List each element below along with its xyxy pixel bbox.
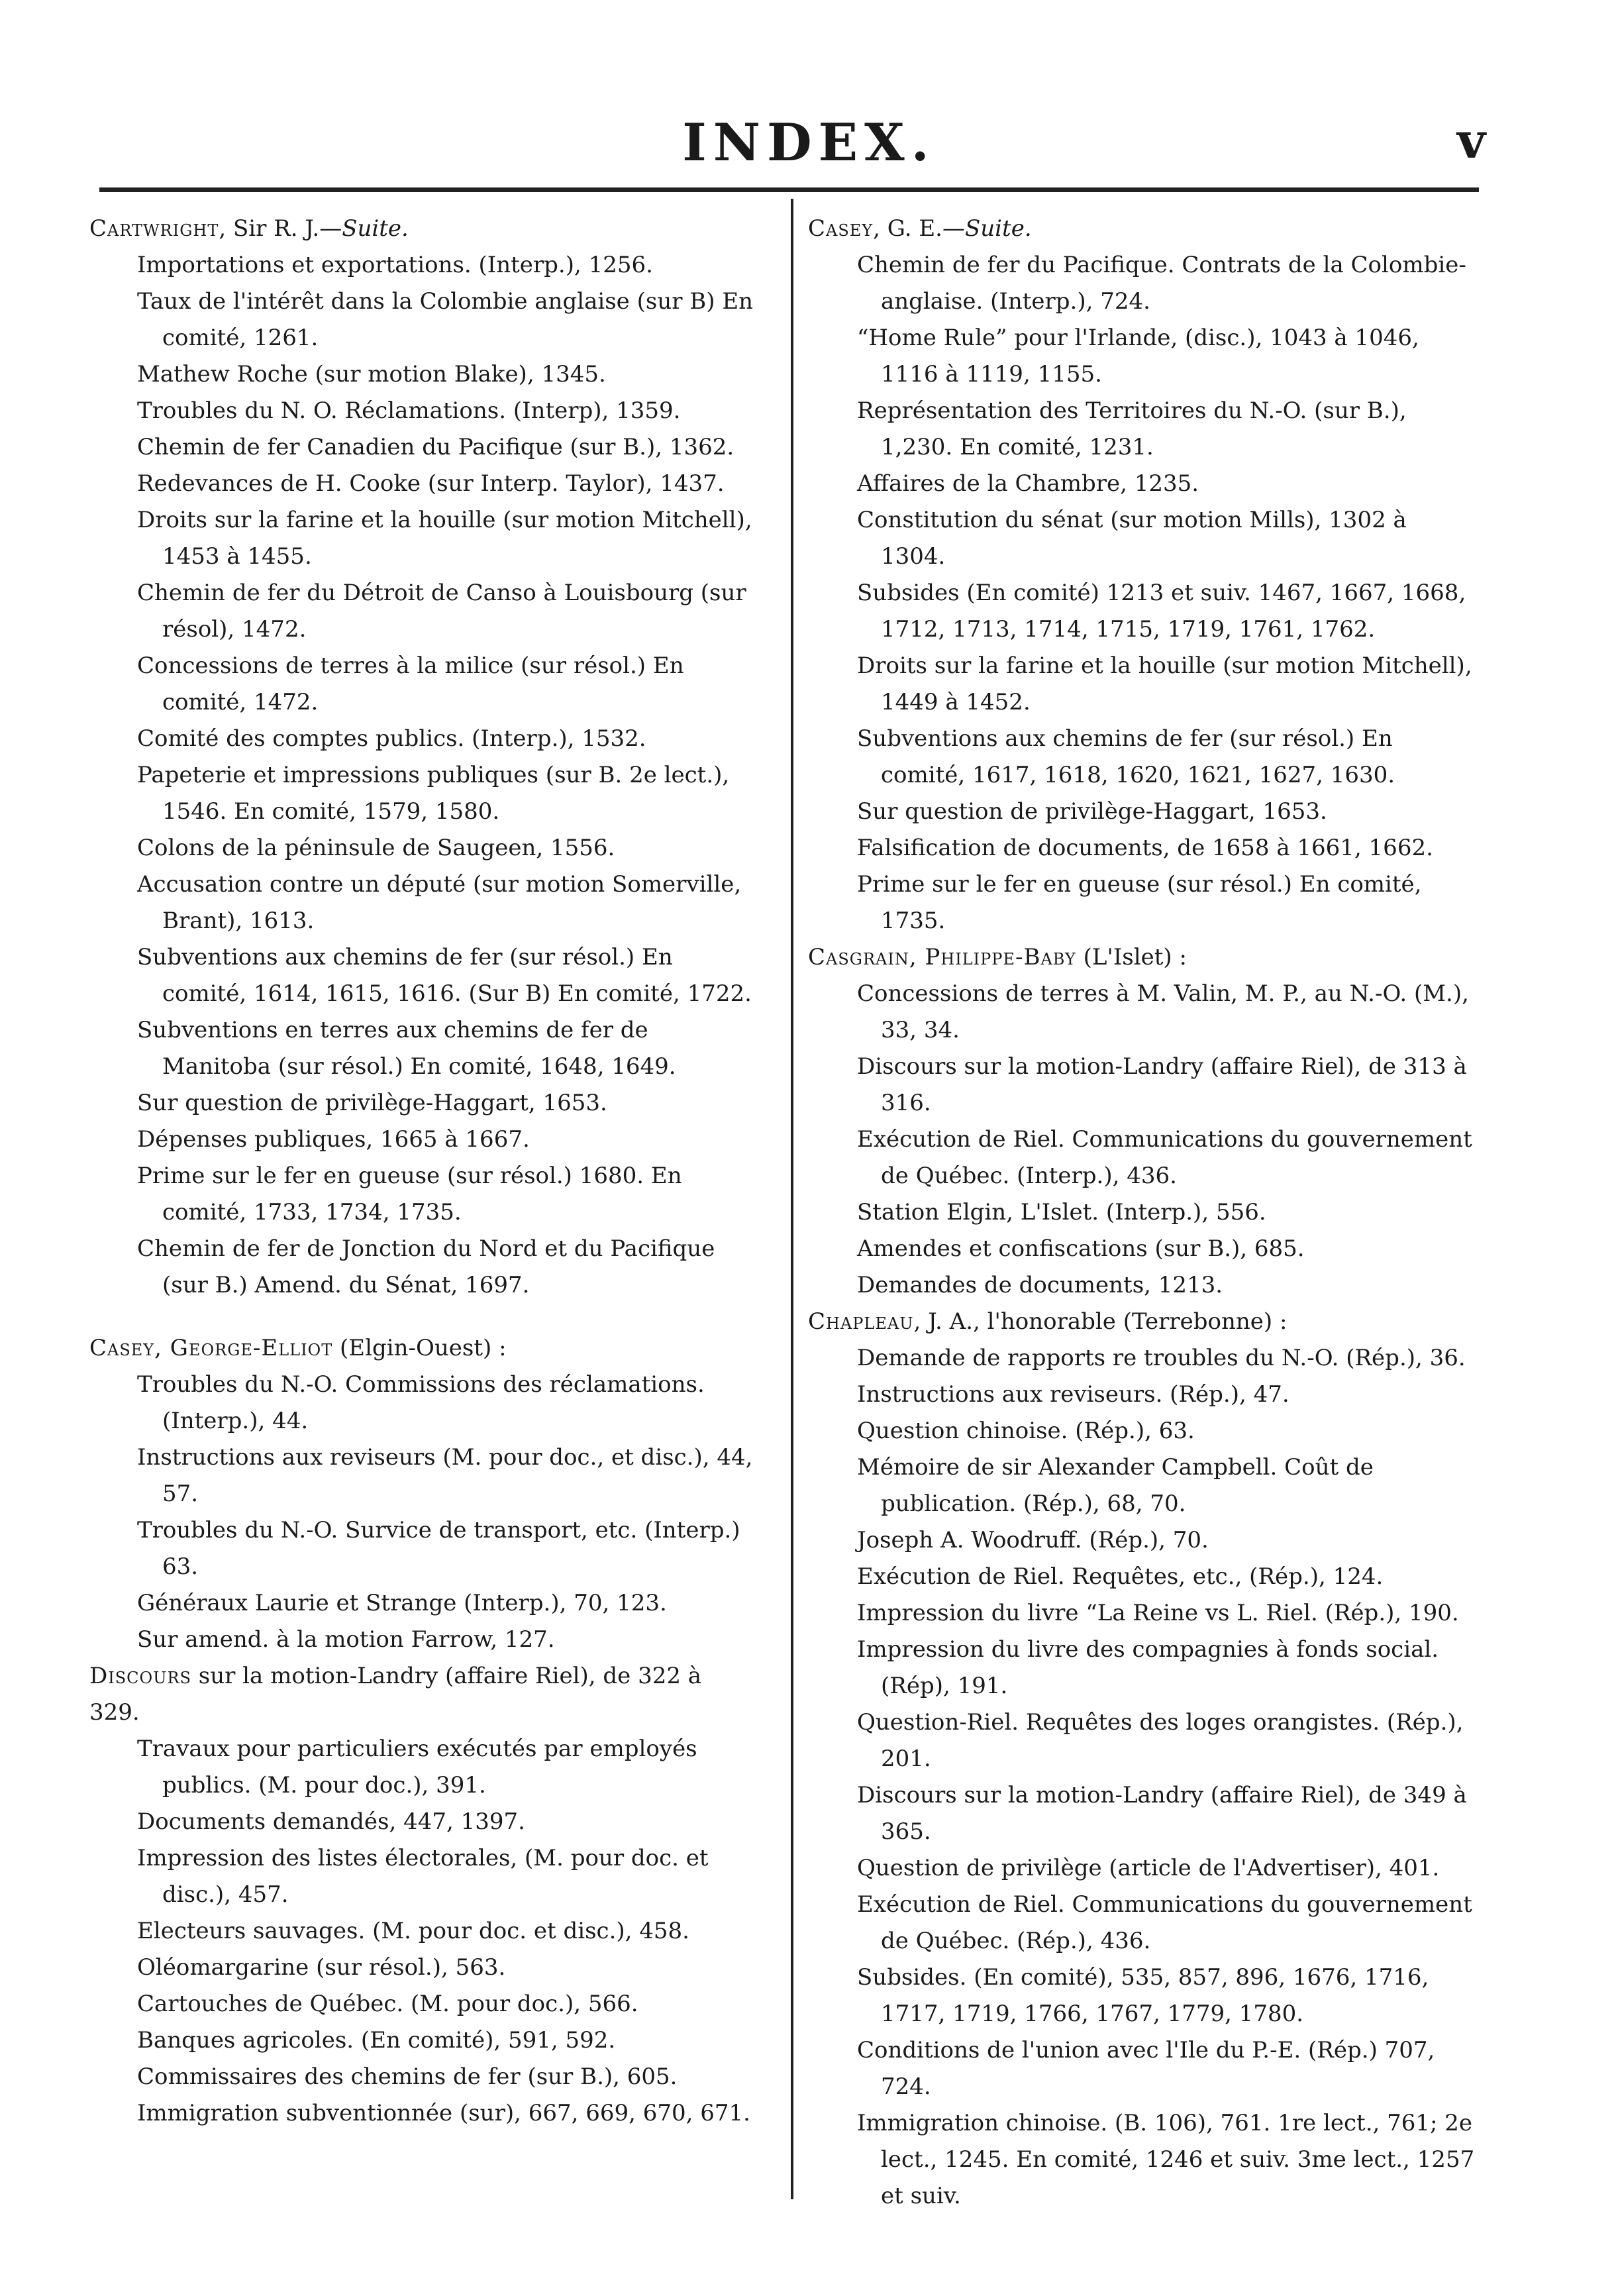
index-heading	[89, 1330, 758, 1367]
left-column	[89, 211, 758, 2132]
index-entry: Sur question de privilège-Haggart, 1653.	[137, 1090, 607, 1116]
index-entry: Commissaires des chemins de fer (sur B.), 605.	[137, 2063, 678, 2090]
index-entry: Impression des listes électorales, (M. pour doc. et disc.), 457.	[137, 1845, 709, 1908]
heading-name: Discours	[89, 1663, 191, 1689]
page-header	[0, 113, 1618, 185]
index-entry: Immigration chinoise. (B. 106), 761. 1re lect., 761; 2e lect., 1245. En comité, 1246 et suiv. 3me lect., 1257 et suiv.	[857, 2110, 1475, 2209]
index-entry: Droits sur la farine et la houille (sur motion Mitchell), 1453 à 1455.	[137, 507, 752, 570]
right-column	[808, 211, 1477, 2215]
index-entry: Demande de rapports re troubles du N.-O. (Rép.), 36.	[857, 1345, 1466, 1371]
heading-rest: (L'Islet) :	[1076, 944, 1187, 970]
index-entry: Subsides (En comité) 1213 et suiv. 1467, 1667, 1668, 1712, 1713, 1714, 1715, 1719, 1761, 1762.	[857, 580, 1466, 643]
index-entry: Question chinoise. (Rép.), 63.	[857, 1418, 1195, 1444]
index-entry: Impression du livre des compagnies à fonds social. (Rép), 191.	[857, 1636, 1439, 1699]
heading-rest: sur la motion-Landry (affaire Riel), de 322 à 329.	[89, 1663, 702, 1726]
index-entry: Cartouches de Québec. (M. pour doc.), 566.	[137, 1991, 638, 2017]
header-rule	[99, 187, 1479, 192]
index-entry: Electeurs sauvages. (M. pour doc. et disc.), 458.	[137, 1918, 689, 1944]
heading-name: Casey, George-Elliot	[89, 1335, 333, 1361]
index-entry: Travaux pour particuliers exécutés par employés publics. (M. pour doc.), 391.	[137, 1736, 697, 1799]
index-entry: Mémoire de sir Alexander Campbell. Coût de publication. (Rép.), 68, 70.	[857, 1454, 1374, 1517]
index-entry: Redevances de H. Cooke (sur Interp. Taylor), 1437.	[137, 470, 725, 497]
index-entry: Documents demandés, 447, 1397.	[137, 1808, 525, 1835]
index-entry: Chemin de fer Canadien du Pacifique (sur B.), 1362.	[137, 434, 734, 460]
heading-suite: Suite.	[342, 215, 409, 242]
index-entry: Troubles du N. O. Réclamations. (Interp), 1359.	[137, 397, 681, 424]
index-entry: Droits sur la farine et la houille (sur motion Mitchell), 1449 à 1452.	[857, 652, 1472, 715]
heading-rest: , J. A., l'honorable (Terrebonne) :	[913, 1308, 1288, 1335]
index-entry: Concessions de terres à M. Valin, M. P., au N.-O. (M.), 33, 34.	[857, 980, 1469, 1043]
index-entry: Chemin de fer de Jonction du Nord et du Pacifique (sur B.) Amend. du Sénat, 1697.	[137, 1235, 715, 1298]
index-entry: Importations et exportations. (Interp.), 1256.	[137, 252, 653, 278]
index-entry: Mathew Roche (sur motion Blake), 1345.	[137, 361, 606, 388]
index-entry: Chemin de fer du Détroit de Canso à Louisbourg (sur résol), 1472.	[137, 580, 746, 643]
index-entry: Conditions de l'union avec l'Ile du P.-E. (Rép.) 707, 724.	[857, 2037, 1435, 2100]
index-entry: Exécution de Riel. Communications du gouvernement de Québec. (Interp.), 436.	[857, 1126, 1472, 1189]
index-heading	[808, 939, 1477, 976]
index-entry: Exécution de Riel. Requêtes, etc., (Rép.), 124.	[857, 1563, 1384, 1590]
index-entry: Dépenses publiques, 1665 à 1667.	[137, 1126, 530, 1153]
index-heading	[89, 211, 758, 247]
index-entry: Prime sur le fer en gueuse (sur résol.) 1680. En comité, 1733, 1734, 1735.	[137, 1163, 682, 1226]
index-entry: Exécution de Riel. Communications du gouvernement de Québec. (Rép.), 436.	[857, 1891, 1472, 1954]
index-entry: Instructions aux reviseurs. (Rép.), 47.	[857, 1381, 1289, 1408]
index-entry: Troubles du N.-O. Survice de transport, etc. (Interp.) 63.	[137, 1517, 740, 1580]
index-entry: Troubles du N.-O. Commissions des réclamations. (Interp.), 44.	[137, 1371, 705, 1434]
index-entry: Comité des comptes publics. (Interp.), 1532.	[137, 725, 646, 752]
index-entry: Station Elgin, L'Islet. (Interp.), 556.	[857, 1199, 1266, 1226]
index-entry: Généraux Laurie et Strange (Interp.), 70, 123.	[137, 1590, 667, 1616]
index-entry: Accusation contre un député (sur motion Somerville, Brant), 1613.	[137, 871, 742, 934]
index-heading	[808, 1304, 1477, 1340]
index-entry: Subventions aux chemins de fer (sur résol.) En comité, 1614, 1615, 1616. (Sur B) En comité, 1722.	[137, 944, 752, 1007]
index-entry: Immigration subventionnée (sur), 667, 669, 670, 671.	[137, 2100, 750, 2126]
index-entry: Question de privilège (article de l'Advertiser), 401.	[857, 1855, 1440, 1881]
index-entry: Question-Riel. Requêtes des loges orangistes. (Rép.), 201.	[857, 1709, 1464, 1772]
page-title: INDEX.	[682, 113, 936, 173]
heading-suite: Suite.	[964, 215, 1032, 242]
index-entry: Sur amend. à la motion Farrow, 127.	[137, 1626, 555, 1653]
heading-name: Cartwright	[89, 215, 219, 242]
index-entry: Chemin de fer du Pacifique. Contrats de la Colombie-anglaise. (Interp.), 724.	[857, 252, 1466, 315]
index-entry: Représentation des Territoires du N.-O. (sur B.), 1,230. En comité, 1231.	[857, 397, 1407, 460]
index-entry: Sur question de privilège-Haggart, 1653.	[857, 798, 1327, 825]
index-entry: “Home Rule” pour l'Irlande, (disc.), 1043 à 1046, 1116 à 1119, 1155.	[857, 325, 1419, 388]
heading-name: Casey	[808, 215, 874, 242]
index-entry: Subsides. (En comité), 535, 857, 896, 1676, 1716, 1717, 1719, 1766, 1767, 1779, 1780.	[857, 1964, 1429, 2027]
heading-rest: , Sir R. J.—	[219, 215, 342, 242]
index-entry: Joseph A. Woodruff. (Rép.), 70.	[857, 1527, 1209, 1553]
index-entry: Colons de la péninsule de Saugeen, 1556.	[137, 835, 615, 861]
index-entry: Impression du livre “La Reine vs L. Riel. (Rép.), 190.	[857, 1600, 1459, 1626]
index-entry: Affaires de la Chambre, 1235.	[857, 470, 1199, 497]
index-entry: Falsification de documents, de 1658 à 1661, 1662.	[857, 835, 1433, 861]
index-entry: Prime sur le fer en gueuse (sur résol.) En comité, 1735.	[857, 871, 1422, 934]
heading-name: Chapleau	[808, 1308, 914, 1335]
index-entry: Constitution du sénat (sur motion Mills), 1302 à 1304.	[857, 507, 1407, 570]
heading-name: Casgrain, Philippe-Baby	[808, 944, 1076, 970]
section-gap	[89, 1304, 758, 1330]
index-entry: Oléomargarine (sur résol.), 563.	[137, 1954, 506, 1981]
index-heading	[808, 211, 1477, 247]
index-entry: Concessions de terres à la milice (sur résol.) En comité, 1472.	[137, 652, 684, 715]
index-entry: Amendes et confiscations (sur B.), 685.	[857, 1235, 1305, 1262]
index-heading	[89, 1658, 758, 1731]
index-entry: Subventions en terres aux chemins de fer de Manitoba (sur résol.) En comité, 1648, 1649.	[137, 1017, 676, 1080]
heading-rest: , G. E.—	[873, 215, 965, 242]
index-entry: Banques agricoles. (En comité), 591, 592.	[137, 2027, 616, 2054]
index-entry: Subventions aux chemins de fer (sur résol.) En comité, 1617, 1618, 1620, 1621, 1627, 1630.	[857, 725, 1395, 788]
page-number: v	[1457, 113, 1486, 170]
index-entry: Discours sur la motion-Landry (affaire Riel), de 313 à 316.	[857, 1053, 1467, 1116]
heading-rest: (Elgin-Ouest) :	[332, 1335, 507, 1361]
column-divider	[791, 199, 793, 2199]
index-entry: Papeterie et impressions publiques (sur B. 2e lect.), 1546. En comité, 1579, 1580.	[137, 762, 730, 825]
index-entry: Discours sur la motion-Landry (affaire Riel), de 349 à 365.	[857, 1782, 1467, 1845]
index-entry: Demandes de documents, 1213.	[857, 1272, 1223, 1298]
index-entry: Taux de l'intérêt dans la Colombie anglaise (sur B) En comité, 1261.	[137, 288, 754, 351]
index-entry: Instructions aux reviseurs (M. pour doc., et disc.), 44, 57.	[137, 1444, 753, 1507]
